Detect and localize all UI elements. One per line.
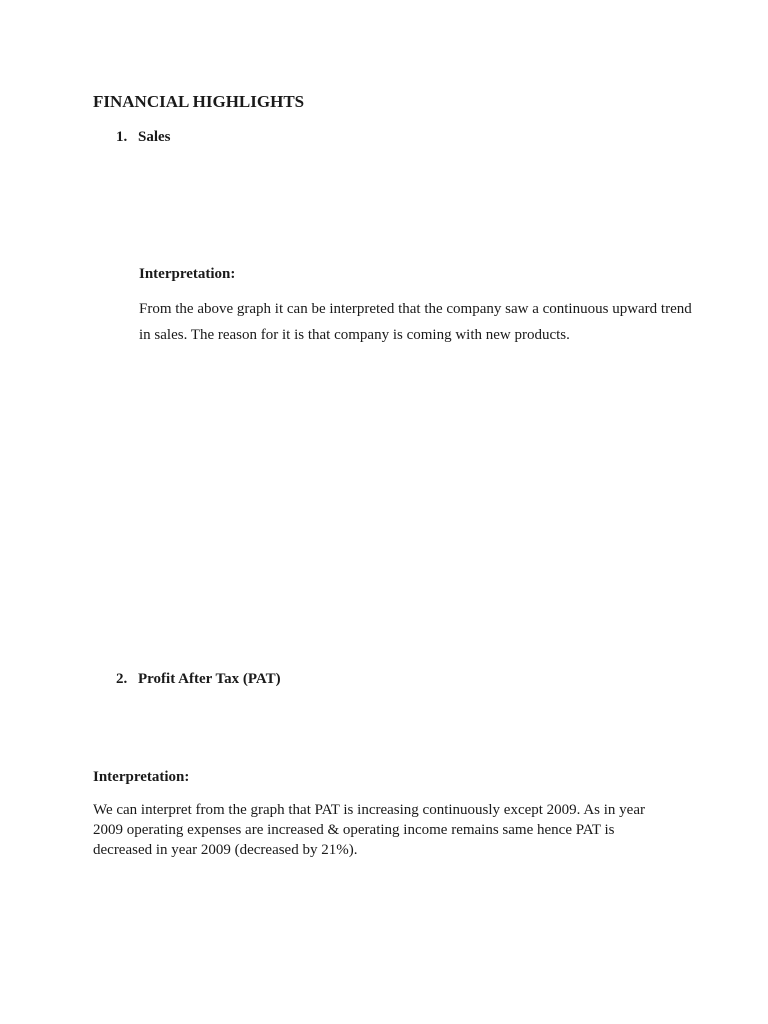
section-heading-sales: [116, 129, 171, 146]
interpretation-label: Interpretation:: [93, 769, 190, 785]
interpretation-paragraph: We can interpret from the graph that PAT is increasing continuously except 2009. As in year 2009 operating expenses are increased & operating income remains same hence PAT is decreased in year 2009 (decreased by 21%).: [93, 802, 645, 858]
page-title: FINANCIAL HIGHLIGHTS: [93, 92, 305, 111]
list-number: 2.: [116, 671, 128, 687]
interpretation-label: Interpretation:: [139, 266, 236, 282]
list-number: 1.: [116, 129, 128, 145]
interpretation-paragraph: From the above graph it can be interpreted that the company saw a continuous upward trend in sales. The reason for it is that company is coming with new products.: [139, 301, 692, 343]
section-title: Sales: [138, 129, 171, 145]
section-heading-pat: [116, 671, 281, 688]
section-title: Profit After Tax (PAT): [138, 671, 281, 687]
